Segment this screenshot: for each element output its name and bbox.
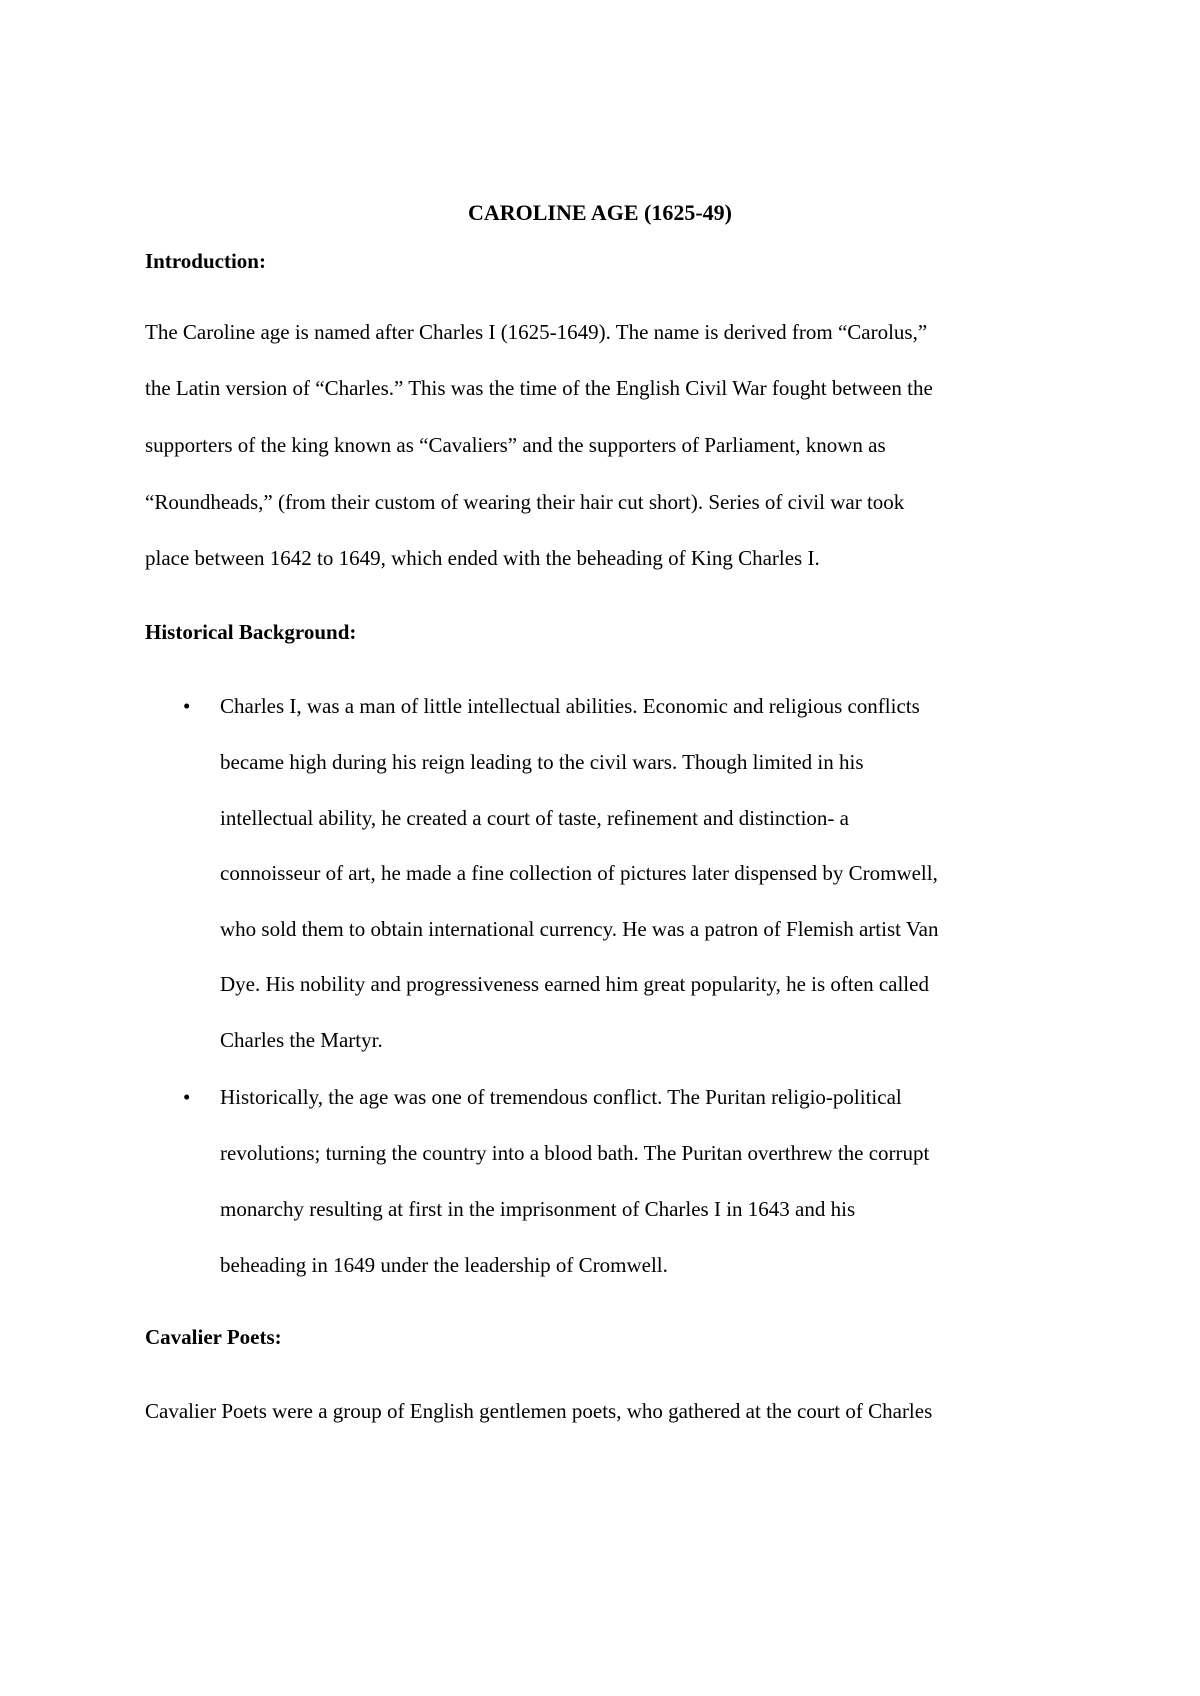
document-title: CAROLINE AGE (1625-49) [467, 200, 732, 225]
introduction-line: The Caroline age is named after Charles I (1625-1649). The name is derived from “Carolus,” [145, 320, 928, 344]
bullet-line: who sold them to obtain international currency. He was a patron of Flemish artist Van [220, 917, 939, 941]
introduction-line: “Roundheads,” (from their custom of wearing their hair cut short). Series of civil war took [145, 490, 905, 514]
bullet-line: Charles the Martyr. [220, 1028, 383, 1052]
historical-background-heading: Historical Background: [145, 620, 357, 644]
bullet-line: Dye. His nobility and progressiveness earned him great popularity, he is often called [220, 972, 929, 996]
bullet-line: revolutions; turning the country into a blood bath. The Puritan overthrew the corrupt [220, 1141, 930, 1165]
introduction-line: supporters of the king known as “Cavaliers” and the supporters of Parliament, known as [145, 433, 886, 457]
bullet-line: beheading in 1649 under the leadership of Cromwell. [220, 1253, 668, 1277]
bullet-line: Charles I, was a man of little intellectual abilities. Economic and religious conflicts [220, 694, 920, 718]
cavalier-poets-line: Cavalier Poets were a group of English gentlemen poets, who gathered at the court of Charles [145, 1399, 933, 1423]
introduction-line: place between 1642 to 1649, which ended with the beheading of King Charles I. [145, 546, 820, 570]
bullet-line: Historically, the age was one of tremendous conflict. The Puritan religio-political [220, 1085, 902, 1109]
cavalier-poets-heading: Cavalier Poets: [145, 1325, 282, 1349]
bullet-marker: • [183, 1085, 191, 1109]
bullet-marker: • [183, 694, 191, 718]
bullet-line: monarchy resulting at first in the imprisonment of Charles I in 1643 and his [220, 1197, 856, 1221]
bullet-line: became high during his reign leading to the civil wars. Though limited in his [220, 750, 864, 774]
introduction-line: the Latin version of “Charles.” This was the time of the English Civil War fought between the [145, 376, 933, 400]
bullet-line: intellectual ability, he created a court of taste, refinement and distinction- a [220, 806, 849, 830]
bullet-line: connoisseur of art, he made a fine collection of pictures later dispensed by Cromwell, [220, 861, 938, 885]
introduction-heading: Introduction: [145, 249, 266, 273]
